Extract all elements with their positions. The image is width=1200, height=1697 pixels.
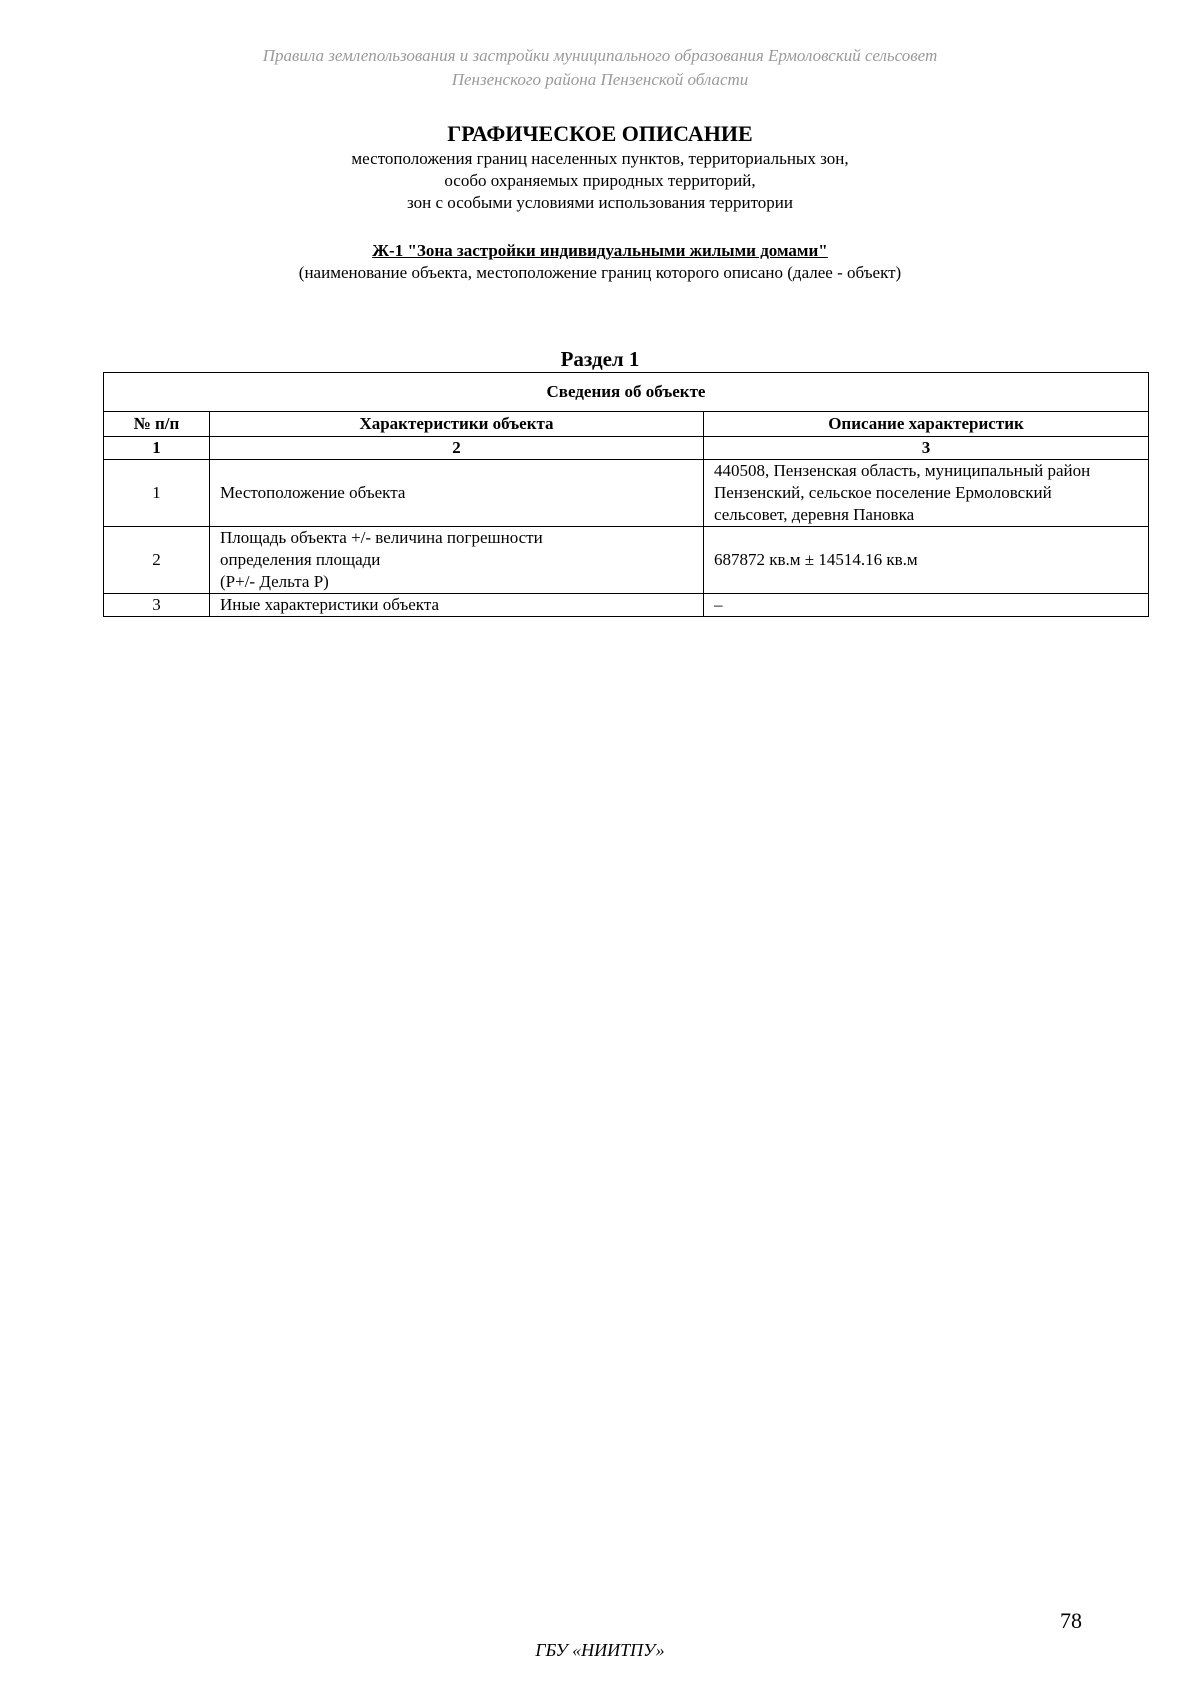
row-characteristic	[210, 527, 704, 594]
object-info-table	[103, 372, 1149, 617]
cell-line: 687872 кв.м ± 14514.16 кв.м	[714, 550, 918, 569]
cell-line: –	[714, 595, 723, 614]
running-header-line-1: Правила землепользования и застройки муниципального образования Ермоловский сельсовет	[262, 46, 938, 65]
cell-line: Площадь объекта +/- величина погрешности	[220, 528, 543, 547]
cell-line: Пензенский, сельское поселение Ермоловский	[714, 483, 1052, 502]
row-description	[704, 527, 1149, 594]
row-description	[704, 594, 1149, 617]
column-number: 3	[704, 437, 1149, 460]
cell-line: Местоположение объекта	[220, 483, 406, 502]
table-row	[104, 527, 1149, 594]
header-characteristic: Характеристики объекта	[210, 412, 704, 437]
object-note: (наименование объекта, местоположение границ которого описано (далее - объект)	[298, 263, 902, 282]
row-number: 1	[104, 460, 210, 527]
object-block	[0, 240, 1200, 284]
document-title: ГРАФИЧЕСКОЕ ОПИСАНИЕ	[447, 121, 753, 146]
row-characteristic	[210, 594, 704, 617]
cell-line: определения площади	[220, 550, 381, 569]
column-number: 2	[210, 437, 704, 460]
subtitle-line-3: зон с особыми условиями использования территории	[407, 193, 793, 212]
subtitle-line-2: особо охраняемых природных территорий,	[444, 171, 756, 190]
cell-line: сельсовет, деревня Пановка	[714, 505, 915, 524]
column-number-row	[104, 437, 1149, 460]
table-row	[104, 460, 1149, 527]
cell-line: 440508, Пензенская область, муниципальный район	[714, 461, 1091, 480]
column-number: 1	[104, 437, 210, 460]
row-number: 2	[104, 527, 210, 594]
header-description: Описание характеристик	[704, 412, 1149, 437]
table-row	[104, 594, 1149, 617]
subtitle-line-1: местоположения границ населенных пунктов, территориальных зон,	[351, 149, 849, 168]
header-number: № п/п	[104, 412, 210, 437]
row-number: 3	[104, 594, 210, 617]
table-caption: Сведения об объекте	[104, 373, 1149, 412]
title-block	[0, 120, 1200, 214]
object-name: Ж-1 "Зона застройки индивидуальными жилыми домами"	[372, 241, 828, 260]
cell-line: Иные характеристики объекта	[220, 595, 440, 614]
page-number: 78	[1060, 1608, 1082, 1633]
row-characteristic	[210, 460, 704, 527]
footer: ГБУ «НИИТПУ»	[535, 1640, 665, 1660]
running-header-line-2: Пензенского района Пензенской области	[451, 70, 749, 89]
running-header	[0, 44, 1200, 92]
cell-line: (P+/- Дельта P)	[220, 572, 329, 591]
section-title: Раздел 1	[560, 347, 640, 371]
row-description	[704, 460, 1149, 527]
